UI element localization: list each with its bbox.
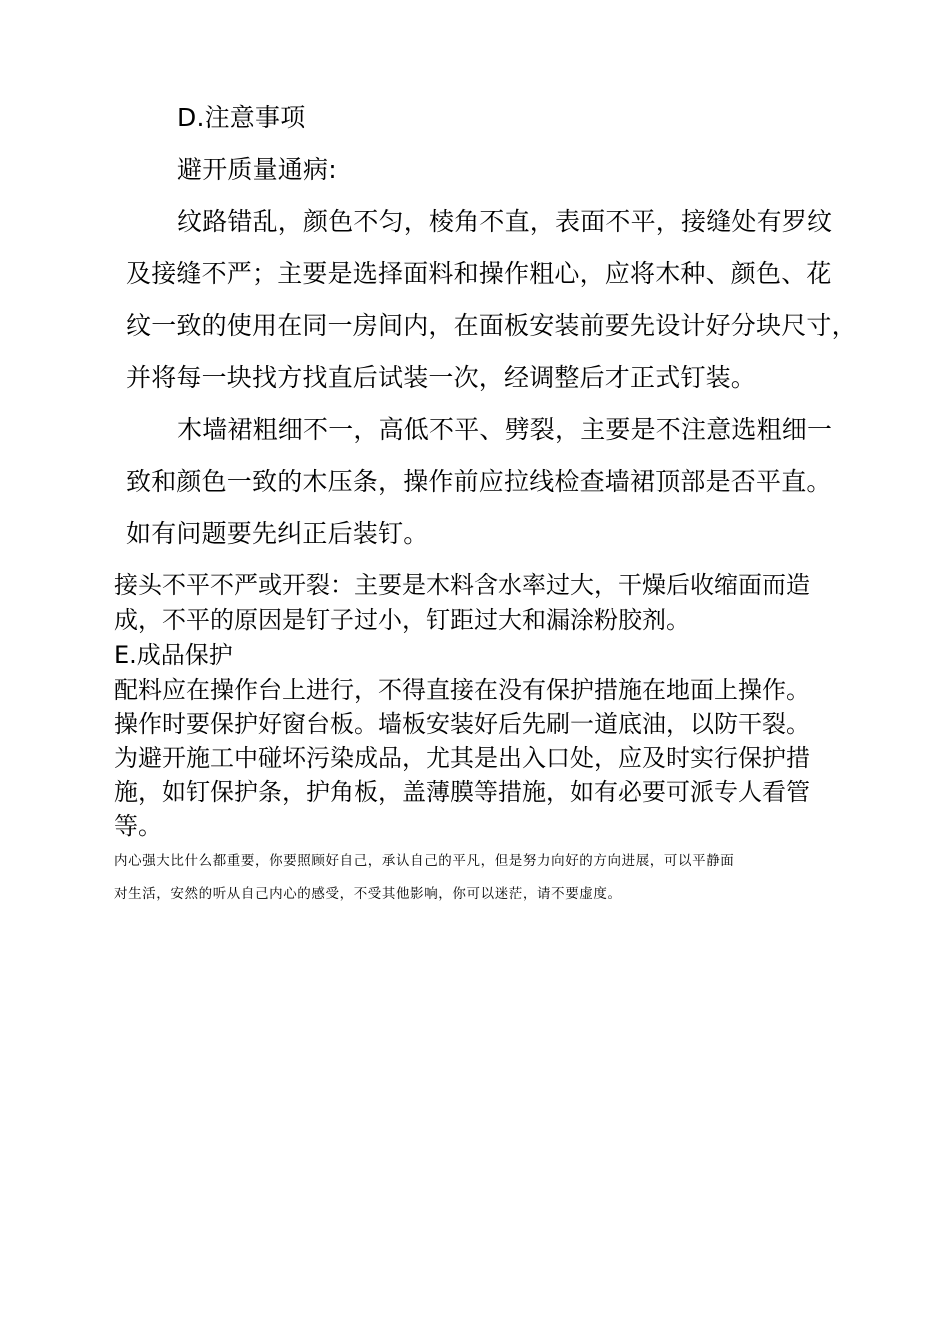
section-e-heading: E.成品保护 <box>114 641 233 669</box>
paragraph-line: 操作时要保护好窗台板。墙板安装好后先刷一道底油，以防干裂。 <box>114 710 810 738</box>
paragraph-line: 施，如钉保护条，护角板，盖薄膜等措施，如有必要可派专人看管 <box>114 778 810 806</box>
paragraph-line: 纹一致的使用在同一房间内，在面板安装前要先设计好分块尺寸， <box>126 311 857 340</box>
paragraph-line: 并将每一块找方找直后试装一次，经调整后才正式钉装。 <box>126 363 757 392</box>
paragraph-line: 木墙裙粗细不一，高低不平、劈裂，主要是不注意选粗细一 <box>177 415 833 444</box>
footer-note-line: 内心强大比什么都重要，你要照顾好自己，承认自己的平凡，但是努力向好的方向进展，可以平静面 <box>114 853 735 869</box>
section-d-heading: D.注意事项 <box>177 103 306 132</box>
paragraph-line: 成，不平的原因是钉子过小，钉距过大和漏涂粉胶剂。 <box>114 606 690 634</box>
paragraph-line: 致和颜色一致的木压条，操作前应拉线检查墙裙顶部是否平直。 <box>126 467 832 496</box>
paragraph-line: 纹路错乱，颜色不匀，棱角不直，表面不平，接缝处有罗纹 <box>177 207 833 236</box>
footer-note-line: 对生活，安然的听从自己内心的感受，不受其他影响，你可以迷茫，请不要虚度。 <box>114 886 622 902</box>
paragraph-line: 如有问题要先纠正后装钉。 <box>126 519 429 548</box>
paragraph-line: 为避开施工中碰坏污染成品，尤其是出入口处，应及时实行保护措 <box>114 744 810 772</box>
section-d-intro: 避开质量通病: <box>177 155 337 184</box>
paragraph-line: 配料应在操作台上进行，不得直接在没有保护措施在地面上操作。 <box>114 676 810 704</box>
paragraph-line: 及接缝不严；主要是选择面料和操作粗心，应将木种、颜色、花 <box>126 259 832 288</box>
paragraph-line: 接头不平不严或开裂：主要是木料含水率过大，干燥后收缩面而造 <box>114 571 810 599</box>
paragraph-line: 等。 <box>114 812 162 840</box>
